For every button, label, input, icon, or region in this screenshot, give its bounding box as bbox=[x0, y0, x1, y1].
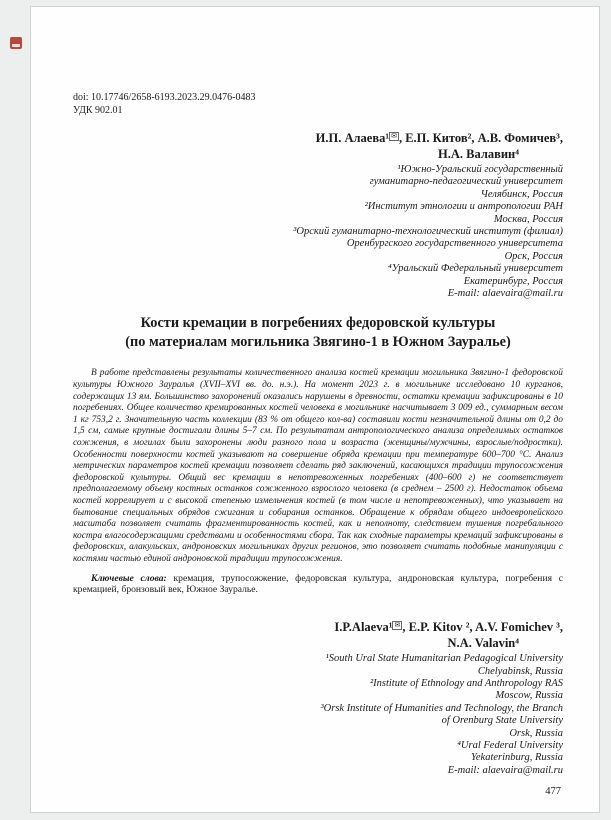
bookmark-icon[interactable] bbox=[10, 37, 22, 49]
affiliation-line: of Orenburg State University bbox=[441, 715, 563, 727]
article-title-line1: Кости кремации в погребениях федоровской культуры bbox=[140, 315, 496, 332]
affiliation-line: ⁴Ural Federal University bbox=[457, 740, 563, 751]
affiliation-line: ¹South Ural State Humanitarian Pedagogical University bbox=[325, 653, 563, 665]
article-title-line2: (по материалам могильника Звягино-1 в Южном Зауралье) bbox=[125, 334, 511, 351]
affiliation-line: Orsk, Russia bbox=[509, 727, 563, 739]
keywords bbox=[73, 573, 563, 597]
affiliation-line: Орск, Россия bbox=[504, 250, 563, 262]
affiliation-line: Москва, Россия bbox=[493, 213, 563, 225]
affiliations-ru bbox=[73, 164, 563, 300]
affiliation-line: Челябинск, Россия bbox=[480, 188, 563, 200]
affiliation-line: Екатеринбург, Россия bbox=[463, 275, 563, 287]
abstract-text: В работе представлены результаты количественного анализа костей кремации могильника Звягино-1 федоровской культуры Южного Зауралья (XVII–XVI вв. до. н.э.). На момент 2023 г. в могильнике исследовано 10 курганов, содержащих 13 ям. Большинство захоронений оказались нарушены в древности, остатки кремации зафиксированы в 10 погребениях. Общее количество кремированных костей человека в могильнике насчитывает 3 009 ед., суммарным весом 1 кг 753,2 г. Значительную часть коллекции (83 % от общего кол-ва) составили кости незначительной длины от 0,2 до 1,5 см, самые крупные достигали длины 5–7 см. По результатам антропологического анализа определимых остатков сожжения, в могилах были захоронены люди разного пола и возраста (женщины/мужчины, взрослые/подростки). Особенности поверхности костей указывают на совершение обряда кремации при температуре 600–700 °С. Анализ метрических параметров костей кремации позволяет сделать ряд заключений, касающихся традиции трупосожжения федоровской культуры. Общий вес кремации в непотревоженных погребениях (400–600 г) не соответствует предполагаемому объему костных останков сожженного взрослого человека (в среднем – 2500 г). Недостаток объема костей коррелирует и с высокой степенью измельчения костей (в том числе и непотревоженных), что указывает на бытование специальных обрядов сжигания и собирания останков. Обращение к обрядам общего индоевропейского масштаба позволяет считать фрагментированность костей, как и неполноту, следствием тушения погребального костра влагосодержащими средствами и особенностями сбора. Так как сходные параметры кремаций зафиксированы в федоровских, алакульских, андроновских могильниках других регионов, это позволяет считать подобные манипуляции с костями частью единой андроновской традиции трупосожжения. bbox=[73, 368, 563, 564]
authors-en-line2: N.A. Valavin⁴ bbox=[447, 635, 519, 650]
authors-en bbox=[73, 620, 563, 651]
affiliation-line: ¹Южно-Уральский государственный bbox=[397, 164, 563, 175]
page-number: 477 bbox=[545, 786, 561, 797]
author-name: I.P.Alaeva¹ bbox=[334, 620, 393, 635]
envelope-icon: ✉ bbox=[394, 621, 401, 630]
affiliation-line: Yekaterinburg, Russia bbox=[471, 752, 563, 764]
article-title bbox=[73, 314, 563, 352]
author-name: И.П. Алаева¹ bbox=[315, 131, 390, 145]
article-page bbox=[30, 6, 600, 813]
affiliation-line: Moscow, Russia bbox=[495, 690, 563, 702]
email-text: E-mail: alaevaira@mail.ru bbox=[447, 288, 563, 300]
keywords-text: кремация, трупосожжение, федоровская культура, андроновская культура, погребения с кремацией, бронзовый век, Южное Зауралье. bbox=[73, 572, 563, 596]
authors-ru bbox=[73, 131, 563, 162]
affiliation-line: Оренбургского государственного университета bbox=[346, 238, 563, 250]
affiliation-line: ²Institute of Ethnology and Anthropology RAS bbox=[369, 677, 563, 689]
udc-text: УДК 902.01 bbox=[73, 105, 123, 116]
affiliation-line: ³Orsk Institute of Humanities and Technology, the Branch bbox=[320, 702, 563, 714]
authors-ru-line1 bbox=[73, 131, 563, 147]
envelope-icon: ✉ bbox=[391, 132, 397, 140]
affiliation-line: ³Орский гуманитарно-технологический институт (филиал) bbox=[293, 226, 563, 238]
authors-ru-line2: Н.А. Валавин⁴ bbox=[438, 146, 519, 161]
doi-text: doi: 10.17746/2658-6193.2023.29.0476-0483 bbox=[73, 92, 256, 103]
author-names: , E.P. Kitov ², A.V. Fomichev ³, bbox=[402, 620, 563, 635]
affiliations-en bbox=[73, 653, 563, 777]
article-meta bbox=[73, 7, 563, 117]
affiliation-line: ⁴Уральский Федеральный университет bbox=[387, 263, 563, 275]
keywords-label: Ключевые слова: bbox=[91, 572, 167, 584]
affiliation-line: Chelyabinsk, Russia bbox=[477, 665, 563, 677]
email-text: E-mail: alaevaira@mail.ru bbox=[447, 764, 563, 776]
affiliation-line: гуманитарно-педагогический университет bbox=[369, 176, 563, 188]
author-names: , Е.П. Китов², А.В. Фомичев³, bbox=[398, 131, 563, 145]
affiliation-line: ²Институт этнологии и антропологии РАН bbox=[364, 201, 563, 213]
authors-en-line1 bbox=[73, 620, 563, 636]
